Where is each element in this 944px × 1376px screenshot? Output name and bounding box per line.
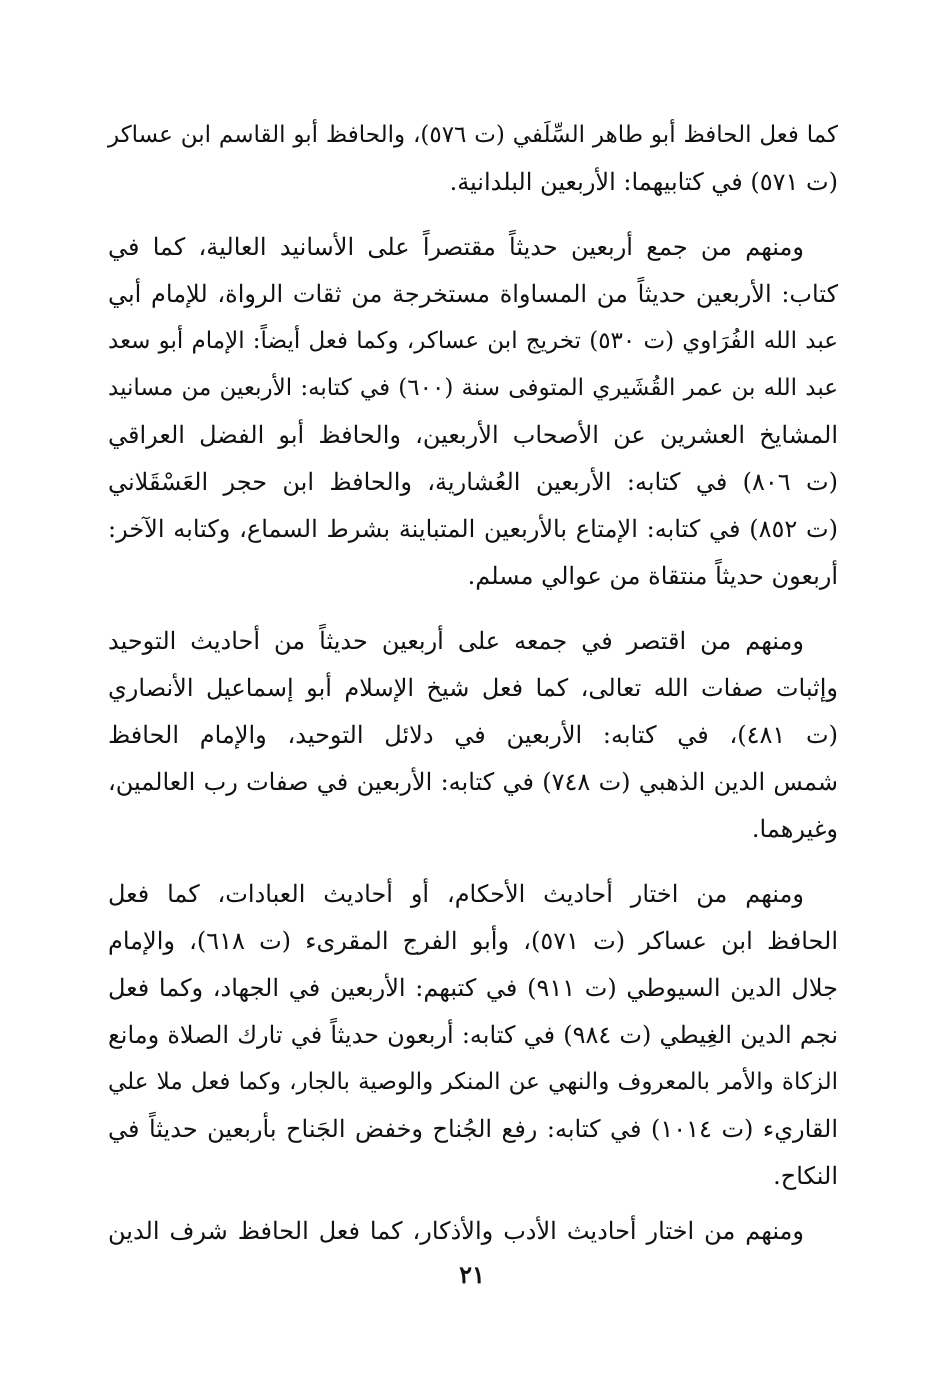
text-line: (ت ٨٥٢) في كتابه: الإمتاع بالأربعين المتباينة بشرط السماع، وكتابه الآخر:	[108, 515, 838, 543]
text-line: شمس الدين الذهبي (ت ٧٤٨) في كتابه: الأربعين في صفات رب العالمين،	[108, 768, 838, 796]
text-line: ومنهم من اختار أحاديث الأحكام، أو أحاديث العبادات، كما فعل	[108, 880, 804, 908]
text-line: عبد الله بن عمر القُشَيري المتوفى سنة (٦٠٠) في كتابه: الأربعين من مسانيد	[108, 375, 838, 401]
text-line: كتاب: الأربعين حديثاً من المساواة مستخرجة من ثقات الرواة، للإمام أبي	[108, 280, 838, 308]
text-line: النكاح.	[773, 1162, 838, 1190]
text-line: ومنهم من اختار أحاديث الأدب والأذكار، كما فعل الحافظ شرف الدين	[108, 1217, 805, 1245]
page-text	[108, 112, 838, 1255]
text-line: ومنهم من جمع أربعين حديثاً مقتصراً على الأسانيد العالية، كما في	[108, 233, 804, 261]
text-line: (ت ٨٠٦) في كتابه: الأربعين العُشارية، والحافظ ابن حجر العَسْقَلاني	[108, 468, 838, 496]
text-line: المشايخ العشرين عن الأصحاب الأربعين، والحافظ أبو الفضل العراقي	[108, 421, 838, 449]
text-line: الحافظ ابن عساكر (ت ٥٧١)، وأبو الفرج المقرىء (ت ٦١٨)، والإمام	[108, 927, 838, 955]
page-number: ٢١	[459, 1260, 485, 1289]
text-line: جلال الدين السيوطي (ت ٩١١) في كتبهم: الأربعين في الجهاد، وكما فعل	[108, 974, 838, 1002]
text-line: وغيرهما.	[751, 815, 838, 843]
text-line: (ت ٥٧١) في كتابيهما: الأربعين البلدانية.	[449, 168, 838, 196]
text-line: (ت ٤٨١)، في كتابه: الأربعين في دلائل التوحيد، والإمام الحافظ	[108, 721, 838, 749]
text-line: القاريء (ت ١٠١٤) في كتابه: رفع الجُناح وخفض الجَناح بأربعين حديثاً في	[108, 1115, 839, 1143]
text-line: كما فعل الحافظ أبو طاهر السِّلَفي (ت ٥٧٦)، والحافظ أبو القاسم ابن عساكر	[108, 122, 838, 148]
text-line: أربعون حديثاً منتقاة من عوالي مسلم.	[467, 562, 838, 590]
text-line: وإثبات صفات الله تعالى، كما فعل شيخ الإسلام أبو إسماعيل الأنصاري	[108, 674, 838, 702]
text-line: ومنهم من اقتصر في جمعه على أربعين حديثاً من أحاديث التوحيد	[108, 627, 804, 655]
text-line: الزكاة والأمر بالمعروف والنهي عن المنكر والوصية بالجار، وكما فعل ملا علي	[108, 1069, 838, 1095]
text-line: نجم الدين الغِيطي (ت ٩٨٤) في كتابه: أربعون حديثاً في تارك الصلاة ومانع	[108, 1021, 839, 1049]
text-line: عبد الله الفُرَاوي (ت ٥٣٠) تخريج ابن عساكر، وكما فعل أيضاً: الإمام أبو سعد	[108, 328, 838, 354]
